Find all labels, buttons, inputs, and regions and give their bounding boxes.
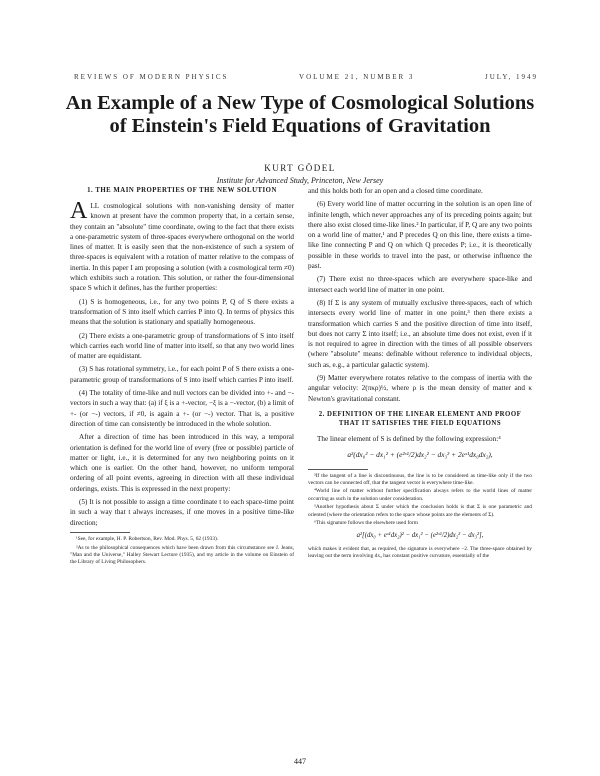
- right-column: [308, 186, 532, 562]
- footnote-2: ²As to the philosophical consequences which have been drawn from this circumstance see J. Jeans, "Man and the Universe," Halley Stewart Lecture (1935), and my article in the volume on Einstein of the Library of Living Philosophers.: [70, 544, 294, 566]
- property-5: (5) It is not possible to assign a time coordinate t to each space-time point in such a way that t always increases, if one moves in a positive time-like direction;: [70, 498, 294, 527]
- footnote-5: ⁵Another hypothesis about Σ under which the conclusion holds is that Σ is one parametric and oriented (where the orientation refers to the space whose points are the elements of Σ).: [308, 504, 532, 518]
- footnote-3: ³If the tangent of a line is discontinuous, the line is to be considered as time-like only if the two vectors can be connected off, that the tangent vector is everywhere time-like.: [308, 472, 532, 486]
- author-name: KURT GÖDEL: [264, 163, 336, 173]
- footnote-rule: [308, 469, 368, 470]
- property-7: (7) There exist no three-spaces which are everywhere space-like and intersect each world line of matter in one point.: [308, 275, 532, 294]
- property-2: (2) There exists a one-parametric group of transformations of S into itself which carries each world line of matter into itself, so that any two world lines of matter are equidistant.: [70, 331, 294, 361]
- article-title: An Example of a New Type of Cosmological Solutions of Einstein's Field Equations of Gravitation: [65, 92, 535, 137]
- property-6: (6) Every world line of matter occurring in the solution is an open line of infinite length, which never approaches any of its preceding points again; but there also exist closed time-like lines.² In particular, if P, Q are any two points on a world line of matter,¹ and P precedes Q on this line, there exists a time-like line connecting P and Q on which Q precedes P; i.e., it is theoretically possible in these worlds to travel into the past, or otherwise influence the past.: [308, 200, 532, 271]
- linear-element-equation: a²(dx₀² − dx₁² + (e²ˣ¹/2)dx₂² − dx₃² + 2eˣ¹dx₀dx₂),: [347, 450, 493, 460]
- section-1-heading: 1. THE MAIN PROPERTIES OF THE NEW SOLUTION: [87, 187, 277, 194]
- drop-cap: A: [70, 198, 88, 224]
- running-head: [74, 73, 538, 81]
- author-affiliation: Institute for Advanced Study, Princeton, New Jersey: [216, 176, 384, 185]
- footnote-equation: a²[(dx₀ + eˣ¹dx₂)² − dx₁² − (e²ˣ¹/2)dx₂² − dx₃²],: [356, 532, 484, 540]
- property-3: (3) S has rotational symmetry, i.e., for each point P of S there exists a one-parametric group of transformations of S into itself which carries P into itself.: [70, 365, 294, 384]
- volume-number: VOLUME 21, NUMBER 3: [299, 73, 415, 81]
- paragraph: After a direction of time has been introduced in this way, a temporal orientation is defined for the world line of every (free or possible) particle of matter or light, i.e., it is determined for any two neighboring points on it which one is earlier. On the other hand, however, no uniform temporal ordering of all point events, agreeing in direction with all these individual orderings, exists. This is expressed in the next property:: [70, 433, 294, 493]
- paragraph: ALL cosmological solutions with non-vanishing density of matter known at present have the common property that, in a certain sense, they contain an "absolute" time coordinate, owing to the fact that there exists a one-parametric system of three-spaces everywhere orthogonal on the world lines of matter. It is easily seen that the non-existence of such a system of three-spaces is equivalent with a rotation of matter relative to the compass of inertia. In this paper I am proposing a solution (with a cosmological term ≠0) which exhibits such a rotation. This solution, or rather the four-dimensional space S which it defines, has the further properties:: [70, 198, 294, 293]
- footnote-6-continued: which makes it evident that, as required, the signature is everywhere −2. The three-space obtained by leaving out the term involving dx₃ has constant positive curvature, essentially of the: [308, 545, 532, 559]
- footnote-rule: [70, 532, 130, 533]
- footnote-1: ¹See, for example, H. P. Robertson, Rev. Mod. Phys. 5, 62 (1933).: [76, 535, 219, 542]
- left-column: [70, 186, 294, 568]
- section-2-heading: 2. DEFINITION OF THE LINEAR ELEMENT AND PROOF THAT IT SATISFIES THE FIELD EQUATIONS: [318, 410, 522, 427]
- journal-name: REVIEWS OF MODERN PHYSICS: [74, 73, 229, 81]
- page-number: 447: [294, 757, 306, 766]
- issue-date: JULY, 1949: [484, 73, 538, 81]
- property-9: (9) Matter everywhere rotates relative to the compass of inertia with the angular velocity: 2(πκρ)½, where ρ is the mean density of matter and κ Newton's gravitational constant.: [308, 374, 532, 403]
- property-4: (4) The totality of time-like and null vectors can be divided into +- and −-vectors in such a way that: (a) if ξ is a +-vector, −ξ is a −-vector, (b) a limit of +- (or −-) vectors, if ≠0, is again a +- (or −-) vector. That is, a positive direction of time can consistently be introduced in the whole solution.: [70, 389, 294, 428]
- property-1: (1) S is homogeneous, i.e., for any two points P, Q of S there exists a transformation of S into itself which carries P into Q. In terms of physics this means that the solution is stationary and spatially homogeneous.: [70, 297, 294, 327]
- paragraph: The linear element of S is defined by the following expression:⁴: [317, 434, 501, 443]
- footnote-6: ⁶This signature follows the elsewhere used form: [314, 520, 418, 527]
- property-8: (8) If Σ is any system of mutually exclusive three-spaces, each of which intersects every world line of matter in one point,³ then there exists a transformation which carries S and the positive direction of time into itself, but does not carry Σ into itself; i.e., an absolute time does not exist, even if it is not required to agree in direction with the times of all possible observers (where "absolute" means: definable without reference to individual objects, such as, e.g., a particular galactic system).: [308, 298, 532, 369]
- footnote-4: ⁴World line of matter without further specification always refers to the world lines of matter occurring as such in the solution under consideration.: [308, 488, 532, 502]
- paragraph-continued: and this holds both for an open and a closed time coordinate.: [308, 187, 483, 195]
